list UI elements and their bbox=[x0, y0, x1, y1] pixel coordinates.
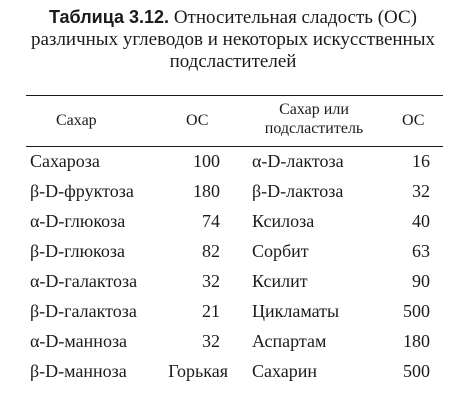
cell-sweetener-os: 500 bbox=[403, 301, 430, 321]
cell-sugar-os: 100 bbox=[193, 151, 220, 171]
cell-sugar-os: 21 bbox=[202, 301, 220, 321]
table-row bbox=[0, 206, 466, 236]
cell-sweetener-os: 32 bbox=[412, 181, 430, 201]
header-os-2: ОС bbox=[402, 112, 425, 129]
cell-sweetener-os: 180 bbox=[403, 331, 430, 351]
cell-sugar-name: α-D-глюкоза bbox=[30, 211, 126, 231]
cell-sweetener-os: 63 bbox=[412, 241, 430, 261]
table-caption bbox=[0, 6, 466, 73]
header-sugar-or-sweetener-line-2: подсластитель bbox=[264, 120, 364, 137]
caption-line-2: различных углеводов и некоторых искусственных bbox=[31, 29, 435, 50]
header-sugar: Сахар bbox=[56, 112, 97, 129]
cell-sugar-name: β-D-глюкоза bbox=[30, 241, 125, 261]
cell-sugar-name: α-D-манноза bbox=[30, 331, 128, 351]
cell-sweetener-name: Цикламаты bbox=[252, 301, 340, 321]
cell-sweetener-name: β-D-лактоза bbox=[252, 181, 344, 201]
table-row bbox=[0, 326, 466, 356]
cell-sweetener-os: 90 bbox=[412, 271, 430, 291]
cell-sweetener-os: 40 bbox=[412, 211, 430, 231]
header-os-1: ОС bbox=[186, 112, 209, 129]
cell-sweetener-name: Ксилит bbox=[252, 271, 308, 291]
cell-sugar-name: β-D-фруктоза bbox=[30, 181, 134, 201]
header-sugar-or-sweetener-line-1: Сахар или bbox=[279, 101, 349, 118]
cell-sugar-os: 32 bbox=[202, 271, 220, 291]
table-row bbox=[0, 296, 466, 326]
table-row bbox=[0, 266, 466, 296]
cell-sweetener-name: Сорбит bbox=[252, 241, 309, 261]
cell-sugar-os: 180 bbox=[193, 181, 220, 201]
caption-label: Таблица 3.12. bbox=[49, 7, 170, 27]
cell-sweetener-name: Аспартам bbox=[252, 331, 327, 351]
cell-sugar-name: Сахароза bbox=[30, 151, 100, 171]
cell-sweetener-os: 500 bbox=[403, 361, 430, 381]
table-row bbox=[0, 146, 466, 176]
cell-sugar-os: Горькая bbox=[168, 361, 228, 381]
cell-sugar-name: α-D-галактоза bbox=[30, 271, 138, 291]
cell-sweetener-os: 16 bbox=[412, 151, 430, 171]
cell-sugar-name: β-D-манноза bbox=[30, 361, 127, 381]
table-row bbox=[0, 356, 466, 386]
cell-sweetener-name: Сахарин bbox=[252, 361, 318, 381]
caption-title-start: Относительная сладость (ОС) bbox=[169, 7, 417, 28]
cell-sweetener-name: Ксилоза bbox=[252, 211, 315, 231]
table-row bbox=[0, 236, 466, 266]
cell-sugar-os: 74 bbox=[202, 211, 220, 231]
cell-sugar-name: β-D-галактоза bbox=[30, 301, 137, 321]
caption-line-1 bbox=[0, 6, 466, 29]
cell-sugar-os: 82 bbox=[202, 241, 220, 261]
header-sugar-or-sweetener bbox=[250, 100, 378, 138]
cell-sugar-os: 32 bbox=[202, 331, 220, 351]
caption-line-3: подсластителей bbox=[169, 51, 297, 72]
cell-sweetener-name: α-D-лактоза bbox=[252, 151, 344, 171]
table-row bbox=[0, 176, 466, 206]
table-top-rule bbox=[26, 95, 443, 96]
